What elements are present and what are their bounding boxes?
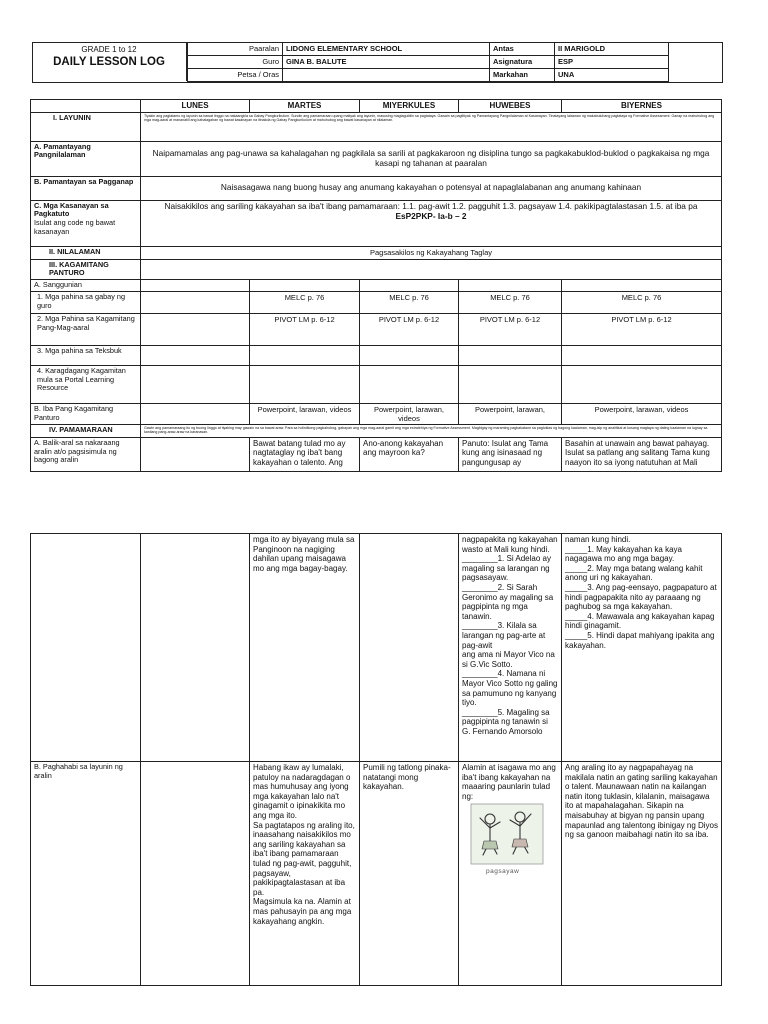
teacher-value: GINA B. BALUTE xyxy=(283,56,490,69)
kasanayan-label-cell xyxy=(31,200,141,246)
grade-level-value: II MARIGOLD xyxy=(555,43,669,56)
blank-cell xyxy=(141,437,250,471)
blank-cell xyxy=(562,345,722,365)
melc-huwebes: MELC p. 76 xyxy=(459,291,562,313)
balik-aral-huwebes: Panuto: Isulat ang Tama kung ang isinasaad ng pangungusap ay xyxy=(459,437,562,471)
pivot-martes: PIVOT LM p. 6-12 xyxy=(250,313,360,345)
portal-label: 4. Karagdagang Kagamitan mula sa Portal Learning Resource xyxy=(31,365,141,403)
header-row xyxy=(188,43,669,56)
paghahabi-huwebes-cell xyxy=(459,762,562,986)
balik-aral-row xyxy=(31,437,722,471)
gabay-row xyxy=(31,291,722,313)
gabay-label: 1. Mga pahina sa gabay ng guro xyxy=(31,291,141,313)
blank-cell xyxy=(141,534,250,762)
day-header-row xyxy=(31,100,722,113)
blank-cell xyxy=(141,291,250,313)
kasanayan-code: EsP2PKP- Ia-b – 2 xyxy=(395,210,467,221)
iba-pang-row xyxy=(31,403,722,424)
iba-pang-miyerkules: Powerpoint, larawan, videos xyxy=(360,403,459,424)
melc-biyernes: MELC p. 76 xyxy=(562,291,722,313)
blank-cell xyxy=(459,365,562,403)
header-row xyxy=(188,69,669,82)
date-value xyxy=(283,69,490,82)
balik-aral-biyernes: Basahin at unawain ang bawat pahayag. Isulat sa patlang ang salitang Tama kung naayon ito sa iyong natutuhan at Mali xyxy=(562,437,722,471)
blank-cell xyxy=(459,280,562,292)
school-label: Paaralan xyxy=(188,43,283,56)
date-label: Petsa / Oras xyxy=(188,69,283,82)
balik-aral-huwebes-cont: nagpapakita ng kakayahan wasto at Mali kung hindi. ________1. Si Adelao ay magaling sa larangan ng pagsasayaw. ________2. Si Sarah Geronimo ay magaling sa pagpipinta ng mga tanawin. ________3. Kilala sa larangan ng pag-arte at pag-awit ang ama ni Mayor Vico na si G.Vic Sotto. ________4. Namana ni Mayor Vico Sotto ng galing sa pamumuno ng kanyang tiyo. ________5. Magaling sa pagpipinta ng tanawin si G. Fernando Amorsolo xyxy=(459,534,562,762)
iba-pang-martes: Powerpoint, larawan, videos xyxy=(250,403,360,424)
balik-aral-label: A. Balik-aral sa nakaraang aralin at/o pagsisimula ng bagong aralin xyxy=(31,437,141,471)
kasanayan-sub-label: Isulat ang code ng bawat kasanayan xyxy=(34,218,116,236)
blank-cell xyxy=(31,534,141,762)
pamantayang-pangnilalaman-text: Naipamamalas ang pag-unawa sa kahalagahan ng pagkilala sa sarili at pagkakaroon ng disiplina tungo sa pagkakabuklod-buklod o pagkakaisa ng mga kasapi ng tahanan at paaralan xyxy=(141,141,722,176)
header-info-table xyxy=(187,42,669,82)
blank-cell xyxy=(250,280,360,292)
balik-aral-biyernes-cont: naman kung hindi. _____1. May kakayahan ka kaya nagagawa mo ang mga bagay. _____2. May mga batang walang kahit anong uri ng kakayahan. _____3. Ang pag-eensayo, pagpapaturo at hindi pagpapakita nito ay paraaang ng paghubog sa mga kakayahan. _____4. Mawawala ang kakayahan kapag hindi ginagamit. _____5. Hindi dapat mahiyang ipakita ang kakayahan. xyxy=(562,534,722,762)
pamantayang-pangnilalaman-row xyxy=(31,141,722,176)
iba-pang-biyernes: Powerpoint, larawan, videos xyxy=(562,403,722,424)
blank-cell xyxy=(250,365,360,403)
kagamitan-row xyxy=(31,259,722,280)
pamamaraan-label: IV. PAMAMARAAN xyxy=(31,424,141,437)
pivot-biyernes: PIVOT LM p. 6-12 xyxy=(562,313,722,345)
nilalaman-text: Pagsasakilos ng Kakayahang Taglay xyxy=(141,246,722,259)
blank-cell xyxy=(360,280,459,292)
blank-cell xyxy=(562,365,722,403)
melc-miyerkules: MELC p. 76 xyxy=(360,291,459,313)
blank-cell xyxy=(141,345,250,365)
kasanayan-row xyxy=(31,200,722,246)
teacher-label: Guro xyxy=(188,56,283,69)
pamamaraan-note: Gawin ang pamamaraang ito ng buong linggo at tiyaking may gawain na sa bawat araw. Para sa holistikong pagkahubog, gabayan ang mga mag-aaral gamit ang mga estratehiya ng Formative Assessment. Magbigay ng maraming pagkakataon sa pagtuklas ng bagong kaalaman, mag-isip ng analitikal at kusang magtaya ng dating kaalaman na iugnay sa kanilang pang-araw-araw na karanasan. xyxy=(141,424,722,437)
dancing-children-illustration xyxy=(470,803,544,865)
lesson-log-table-continued xyxy=(30,533,722,986)
quarter-value: UNA xyxy=(555,69,669,82)
paghahabi-biyernes: Ang araling ito ay nagpapahayag na makilala natin an gating sariling kakayahan o talent. Maunawaan natin na kailangan natin itong tuklasin, kilalanin, maisagawa ito at mapahalagahan. Sikapin na maisabuhay at bigyan ng pansin upang mapaunlad ang talentong ibinigay ng Diyos ng sa ganoon maibahagi natin ito sa iba. xyxy=(562,762,722,986)
nilalaman-row xyxy=(31,246,722,259)
kagamitan-label: III. KAGAMITANG PANTURO xyxy=(31,259,141,280)
blank-cell xyxy=(141,762,250,986)
iba-pang-huwebes: Powerpoint, larawan, xyxy=(459,403,562,424)
blank-cell xyxy=(141,365,250,403)
layunin-note: Tiyakin ang pagtatamo ng layunin sa bawat linggo na nakaangkla sa Gabay Pangkurikulum. Sundin ang pamamaraan upang matiyak ang layunin, masusing magtagubilin sa pagtataya. Gawain sa pagtitiyak ng Pamantayang Pangnilalaman at Kasanayan. Tinatayang lalaanan ng makabuluhang pagtataya ng Formative Assessment. Ganap na mahuhubog ang mga mag-aaral at mananatili ang kahalagahan ng bawat kasanayan na itinakda ng Gabay Pangkurikulum at mahuhubog ang bawat kasanayan at nilalaman. xyxy=(141,112,722,141)
day-header-biyernes: BIYERNES xyxy=(562,100,722,113)
kagamitang-row xyxy=(31,313,722,345)
day-header-martes: MARTES xyxy=(250,100,360,113)
pamantayang-pangnilalaman-label: A. Pamantayang Pangnilalaman xyxy=(31,141,141,176)
layunin-label: I. LAYUNIN xyxy=(31,112,141,141)
blank-cell xyxy=(562,280,722,292)
header-row xyxy=(188,56,669,69)
sanggunian-label: A. Sanggunian xyxy=(31,280,141,292)
school-value: LIDONG ELEMENTARY SCHOOL xyxy=(283,43,490,56)
pamamaraan-row xyxy=(31,424,722,437)
paghahabi-martes: Habang ikaw ay lumalaki, patuloy na nadaragdagan o mas humuhusay ang iyong mga kakayahan lalo na't ginagamit o ipinakikita mo ang mga ito. Sa pagtatapos ng araling ito, inaasahang naisakikilos mo ang sariling kakayahan sa iba't ibang pamamaraan tulad ng pag-awit, pagguhit, pagsayaw, pakikipagtalastasan at iba pa. Magsimula ka na. Alamin at mas pahusayin pa ang mga kakayahang angkin. xyxy=(250,762,360,986)
blank-cell xyxy=(141,313,250,345)
teksbuk-label: 3. Mga pahina sa Teksbuk xyxy=(31,345,141,365)
kasanayan-text: Naisakikilos ang sariling kakayahan sa iba't ibang pamamaraan: 1.1. pag-awit 1.2. pagguhit 1.3. pagsayaw 1.4. pakikipagtalastasan 1.5. at iba pa xyxy=(164,200,698,211)
paghahabi-miyerkules: Pumili ng tatlong pinaka-natatangi mong kakayahan. xyxy=(360,762,459,986)
kasanayan-text-cell xyxy=(141,200,722,246)
kagamitang-label: 2. Mga Pahina sa Kagamitang Pang-Mag-aaral xyxy=(31,313,141,345)
kagamitan-blank xyxy=(141,259,722,280)
quarter-label: Markahan xyxy=(490,69,555,82)
balik-aral-miyerkules: Ano-anong kakayahan ang mayroon ka? xyxy=(360,437,459,471)
day-header-miyerkules: MIYERKULES xyxy=(360,100,459,113)
iba-pang-label: B. Iba Pang Kagamitang Panturo xyxy=(31,403,141,424)
blank-cell xyxy=(360,365,459,403)
grade-level-label: Antas xyxy=(490,43,555,56)
blank-cell xyxy=(141,280,250,292)
blank-cell xyxy=(141,403,250,424)
blank-cell xyxy=(360,345,459,365)
kasanayan-label: C. Mga Kasanayan sa Pagkatuto xyxy=(34,200,109,219)
day-header-lunes: LUNES xyxy=(141,100,250,113)
balik-aral-continued-row xyxy=(31,534,722,762)
pivot-miyerkules: PIVOT LM p. 6-12 xyxy=(360,313,459,345)
pivot-huwebes: PIVOT LM p. 6-12 xyxy=(459,313,562,345)
grade-label: GRADE 1 to 12 xyxy=(81,45,137,54)
doc-title: DAILY LESSON LOG xyxy=(53,56,165,68)
blank-cell xyxy=(459,345,562,365)
illustration-caption: pagsayaw xyxy=(486,867,520,875)
melc-martes: MELC p. 76 xyxy=(250,291,360,313)
layunin-row xyxy=(31,112,722,141)
teksbuk-row xyxy=(31,345,722,365)
pamantayan-pagganap-label: B. Pamantayan sa Pagganap xyxy=(31,176,141,200)
nilalaman-label: II. NILALAMAN xyxy=(31,246,141,259)
subject-label: Asignatura xyxy=(490,56,555,69)
paghahabi-row xyxy=(31,762,722,986)
lesson-log-table xyxy=(30,99,722,472)
balik-aral-martes-cont: mga ito ay biyayang mula sa Panginoon na nagiging dahilan upang maisagawa mo ang mga bagay-bagay. xyxy=(250,534,360,762)
balik-aral-martes: Bawat batang tulad mo ay nagtataglay ng iba't bang kakayahan o talento. Ang xyxy=(250,437,360,471)
paghahabi-huwebes: Alamin at isagawa mo ang iba't ibang kakayahan na maaaring paunlarin tulad ng: xyxy=(462,763,556,801)
paghahabi-label: B. Paghahabi sa layunin ng aralin xyxy=(31,762,141,986)
blank-cell xyxy=(360,534,459,762)
portal-row xyxy=(31,365,722,403)
subject-value: ESP xyxy=(555,56,669,69)
pamantayan-pagganap-text: Naisasagawa nang buong husay ang anumang kakayahan o potensyal at napaglalabanan ang anumang kahinaan xyxy=(141,176,722,200)
day-header-huwebes: HUWEBES xyxy=(459,100,562,113)
blank-cell xyxy=(250,345,360,365)
corner-cell xyxy=(31,100,141,113)
pamantayan-pagganap-row xyxy=(31,176,722,200)
sanggunian-row xyxy=(31,280,722,292)
header-title-block xyxy=(32,42,187,81)
